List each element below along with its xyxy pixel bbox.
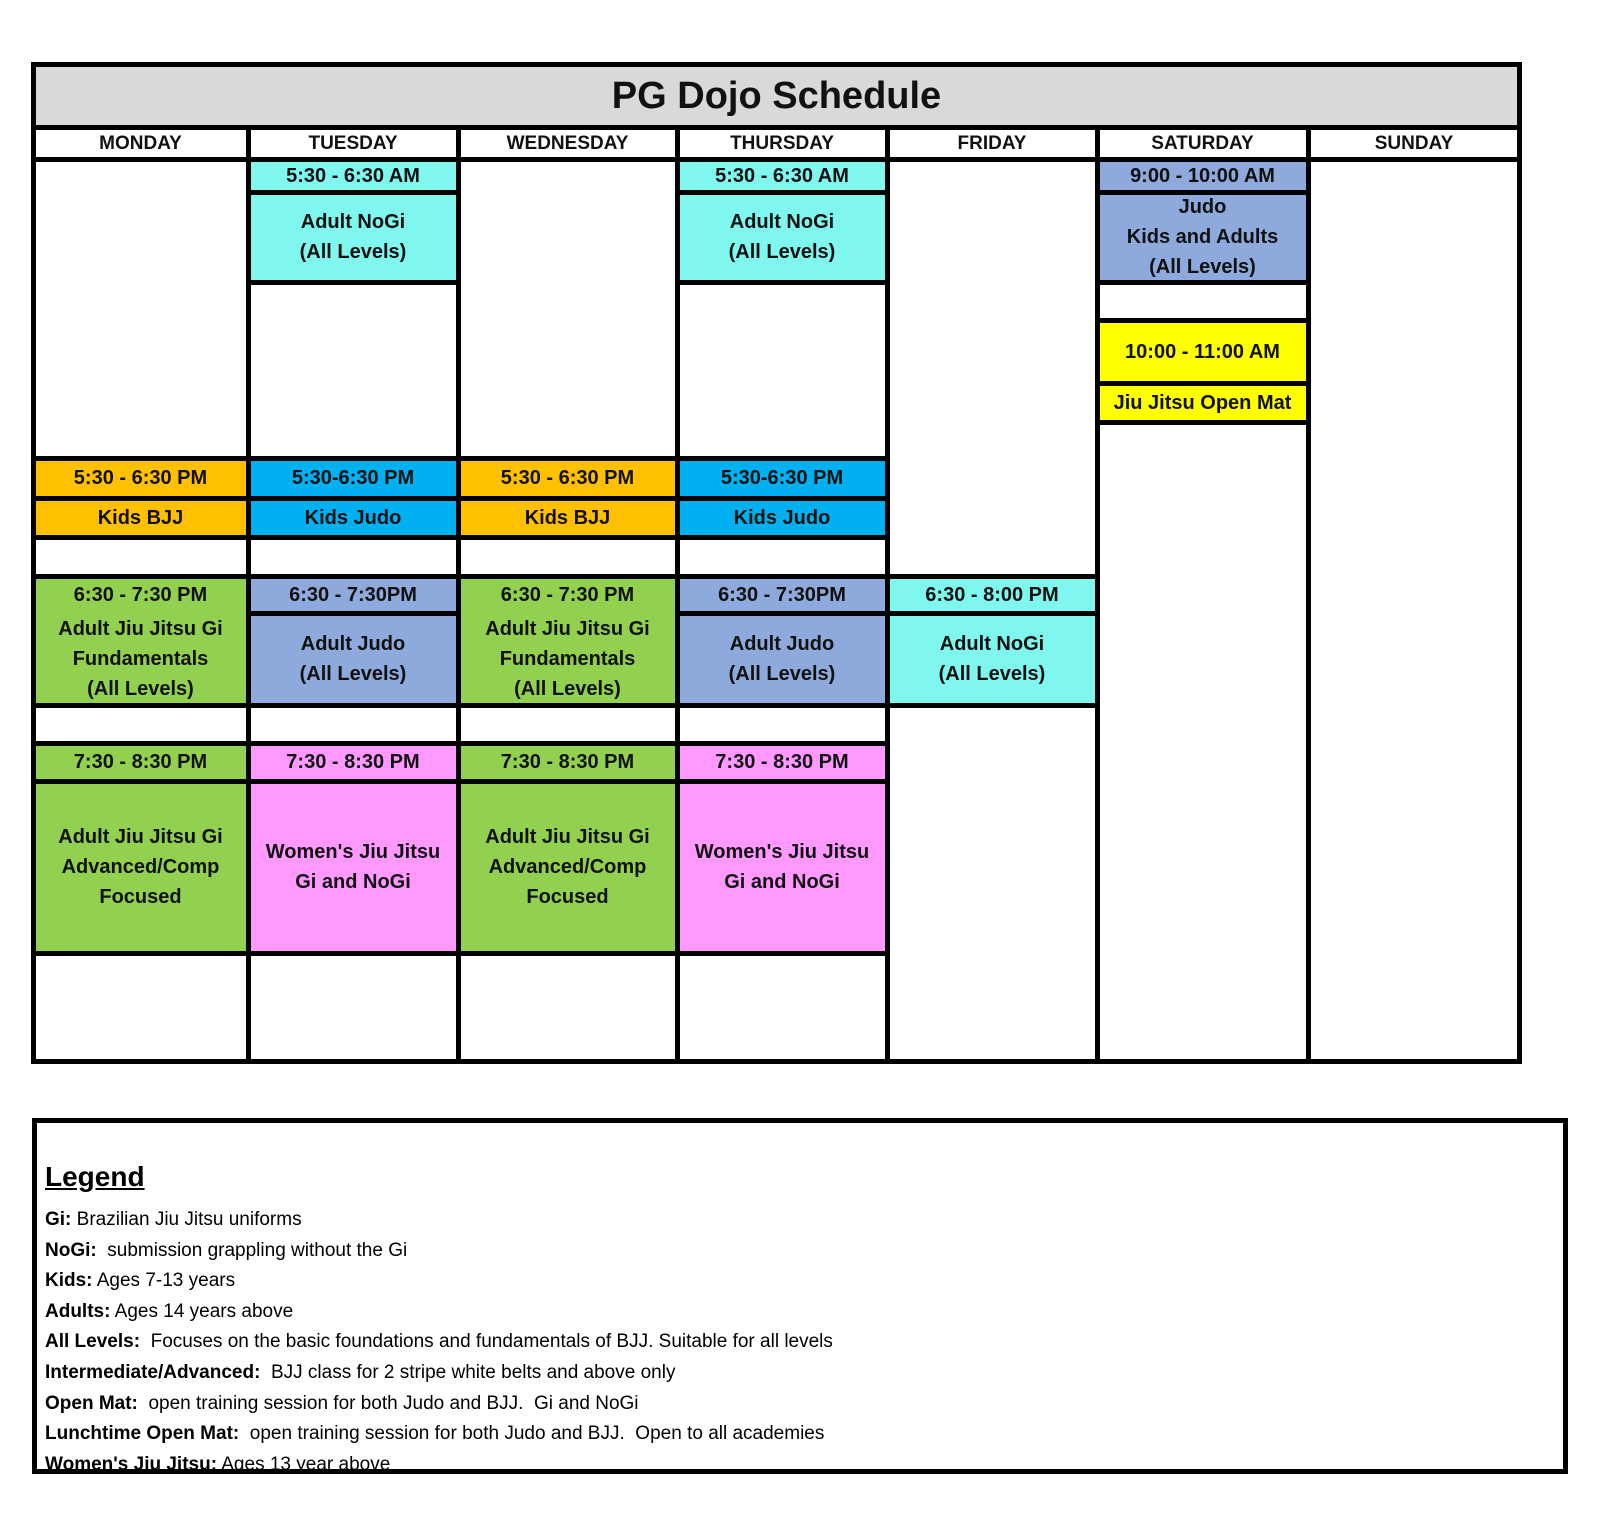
day-header-monday: MONDAY: [33, 127, 248, 160]
class-name: Women's Jiu Jitsu Gi and NoGi: [248, 781, 458, 953]
row-divider: [33, 951, 248, 956]
legend-term: Open Mat:: [45, 1392, 138, 1414]
column-divider: [885, 125, 890, 1062]
frame-left: [31, 62, 36, 1061]
legend-definition: open training session for both Judo and BJJ. Open to all academies: [239, 1423, 825, 1445]
row-divider: [887, 703, 1097, 708]
legend-definition: open training session for both Judo and BJJ. Gi and NoGi: [137, 1392, 639, 1414]
row-divider: [677, 456, 887, 461]
class-time: 5:30 - 6:30 AM: [677, 160, 887, 192]
row-divider: [1097, 381, 1308, 386]
row-divider: [1097, 280, 1308, 285]
day-header-thursday: THURSDAY: [677, 127, 887, 160]
class-name: Adult Jiu Jitsu Gi Fundamentals (All Levels): [458, 613, 677, 705]
legend-term: All Levels:: [45, 1331, 141, 1353]
row-divider: [677, 951, 887, 956]
class-name: Jiu Jitsu Open Mat: [1097, 383, 1308, 422]
row-divider: [677, 703, 887, 708]
legend-term: Intermediate/Advanced:: [45, 1361, 261, 1383]
legend-term: Kids:: [45, 1270, 93, 1292]
row-divider: [1097, 190, 1308, 195]
legend-item: [45, 1450, 833, 1481]
legend-definition: Focuses on the basic foundations and fundamentals of BJJ. Suitable for all levels: [140, 1331, 833, 1353]
page-title: PG Dojo Schedule: [33, 64, 1520, 127]
legend-title: Legend: [45, 1161, 145, 1192]
class-time: 5:30 - 6:30 PM: [458, 458, 677, 498]
legend-definition: Ages 7-13 years: [92, 1270, 236, 1292]
class-time: 7:30 - 8:30 PM: [248, 743, 458, 781]
legend-item: [45, 1358, 833, 1389]
row-divider: [248, 190, 458, 195]
class-time: 6:30 - 7:30 PM: [33, 576, 248, 613]
row-divider: [677, 779, 887, 784]
class-time: 7:30 - 8:30 PM: [458, 743, 677, 781]
class-time: 7:30 - 8:30 PM: [677, 743, 887, 781]
row-divider: [1097, 420, 1308, 425]
row-divider: [248, 574, 458, 579]
class-name: Kids Judo: [677, 498, 887, 537]
row-divider: [248, 703, 458, 708]
row-divider: [33, 496, 248, 501]
legend-definition: Ages 14 years above: [110, 1300, 294, 1322]
class-name: Kids BJJ: [458, 498, 677, 537]
class-time: 5:30 - 6:30 AM: [248, 160, 458, 192]
legend-item: [45, 1266, 833, 1297]
class-name: Adult Judo (All Levels): [677, 613, 887, 705]
legend-term: Gi:: [45, 1209, 72, 1230]
legend-list: [45, 1205, 833, 1480]
row-divider: [248, 456, 458, 461]
legend-definition: submission grappling without the Gi: [96, 1239, 408, 1261]
row-divider: [1097, 318, 1308, 323]
row-divider: [887, 574, 1097, 579]
class-time: 5:30 - 6:30 PM: [33, 458, 248, 498]
frame-bottom: [31, 1059, 1522, 1064]
class-time: 6:30 - 7:30PM: [677, 576, 887, 613]
class-name: Adult Jiu Jitsu Gi Advanced/Comp Focused: [33, 781, 248, 953]
row-divider: [887, 611, 1097, 616]
column-divider: [1306, 125, 1311, 1062]
row-divider: [33, 535, 248, 540]
legend-item: [45, 1389, 833, 1420]
class-name: Adult Jiu Jitsu Gi Fundamentals (All Levels): [33, 613, 248, 705]
row-divider: [33, 456, 248, 461]
day-header-tuesday: TUESDAY: [248, 127, 458, 160]
row-divider: [458, 779, 677, 784]
frame-right: [1517, 62, 1522, 1061]
class-time: 7:30 - 8:30 PM: [33, 743, 248, 781]
row-divider: [248, 280, 458, 285]
class-name: Kids BJJ: [33, 498, 248, 537]
column-divider: [246, 125, 251, 1062]
row-divider: [458, 703, 677, 708]
legend-panel: [32, 1118, 1568, 1474]
class-time: 5:30-6:30 PM: [677, 458, 887, 498]
class-time: 6:30 - 8:00 PM: [887, 576, 1097, 613]
legend-definition: BJJ class for 2 stripe white belts and above only: [260, 1361, 676, 1383]
row-divider: [677, 280, 887, 285]
day-header-saturday: SATURDAY: [1097, 127, 1308, 160]
class-name: Adult Judo (All Levels): [248, 613, 458, 705]
row-divider: [248, 535, 458, 540]
row-divider: [33, 574, 248, 579]
class-time: 5:30-6:30 PM: [248, 458, 458, 498]
legend-definition: Brazilian Jiu Jitsu uniforms: [71, 1209, 302, 1230]
row-divider: [458, 456, 677, 461]
row-divider: [458, 535, 677, 540]
frame-top: [31, 62, 1522, 67]
class-name: Judo Kids and Adults (All Levels): [1097, 192, 1308, 282]
row-divider: [677, 190, 887, 195]
row-divider: [33, 741, 248, 746]
legend-term: Adults:: [45, 1300, 111, 1322]
row-divider: [458, 496, 677, 501]
legend-item: [45, 1297, 833, 1328]
row-divider: [248, 611, 458, 616]
class-name: Adult NoGi (All Levels): [677, 192, 887, 282]
legend-item: [45, 1205, 833, 1236]
row-divider: [677, 611, 887, 616]
row-divider: [677, 535, 887, 540]
class-name: Adult Jiu Jitsu Gi Advanced/Comp Focused: [458, 781, 677, 953]
class-name: Kids Judo: [248, 498, 458, 537]
legend-item: [45, 1236, 833, 1267]
row-divider: [458, 741, 677, 746]
class-time: 9:00 - 10:00 AM: [1097, 160, 1308, 192]
row-divider: [677, 496, 887, 501]
class-time: 6:30 - 7:30PM: [248, 576, 458, 613]
class-name: Women's Jiu Jitsu Gi and NoGi: [677, 781, 887, 953]
row-divider: [458, 574, 677, 579]
row-divider: [677, 574, 887, 579]
legend-term: Lunchtime Open Mat:: [45, 1423, 240, 1445]
row-divider: [33, 779, 248, 784]
day-header-sunday: SUNDAY: [1308, 127, 1520, 160]
column-divider: [456, 125, 461, 1062]
day-header-wednesday: WEDNESDAY: [458, 127, 677, 160]
header-divider: [33, 157, 1520, 162]
day-header-friday: FRIDAY: [887, 127, 1097, 160]
row-divider: [248, 779, 458, 784]
column-divider: [675, 125, 680, 1062]
row-divider: [248, 741, 458, 746]
row-divider: [33, 703, 248, 708]
row-divider: [677, 741, 887, 746]
legend-item: [45, 1419, 833, 1450]
row-divider: [248, 951, 458, 956]
row-divider: [458, 951, 677, 956]
column-divider: [1095, 125, 1100, 1062]
title-divider: [33, 125, 1520, 130]
legend-term: NoGi:: [45, 1239, 97, 1261]
legend-term: Women's Jiu Jitsu:: [45, 1453, 218, 1475]
class-time: 10:00 - 11:00 AM: [1097, 320, 1308, 383]
legend-item: [45, 1327, 833, 1358]
class-name: Adult NoGi (All Levels): [887, 613, 1097, 705]
class-name: Adult NoGi (All Levels): [248, 192, 458, 282]
class-time: 6:30 - 7:30 PM: [458, 576, 677, 613]
legend-definition: Ages 13 year above: [217, 1453, 391, 1475]
row-divider: [248, 496, 458, 501]
